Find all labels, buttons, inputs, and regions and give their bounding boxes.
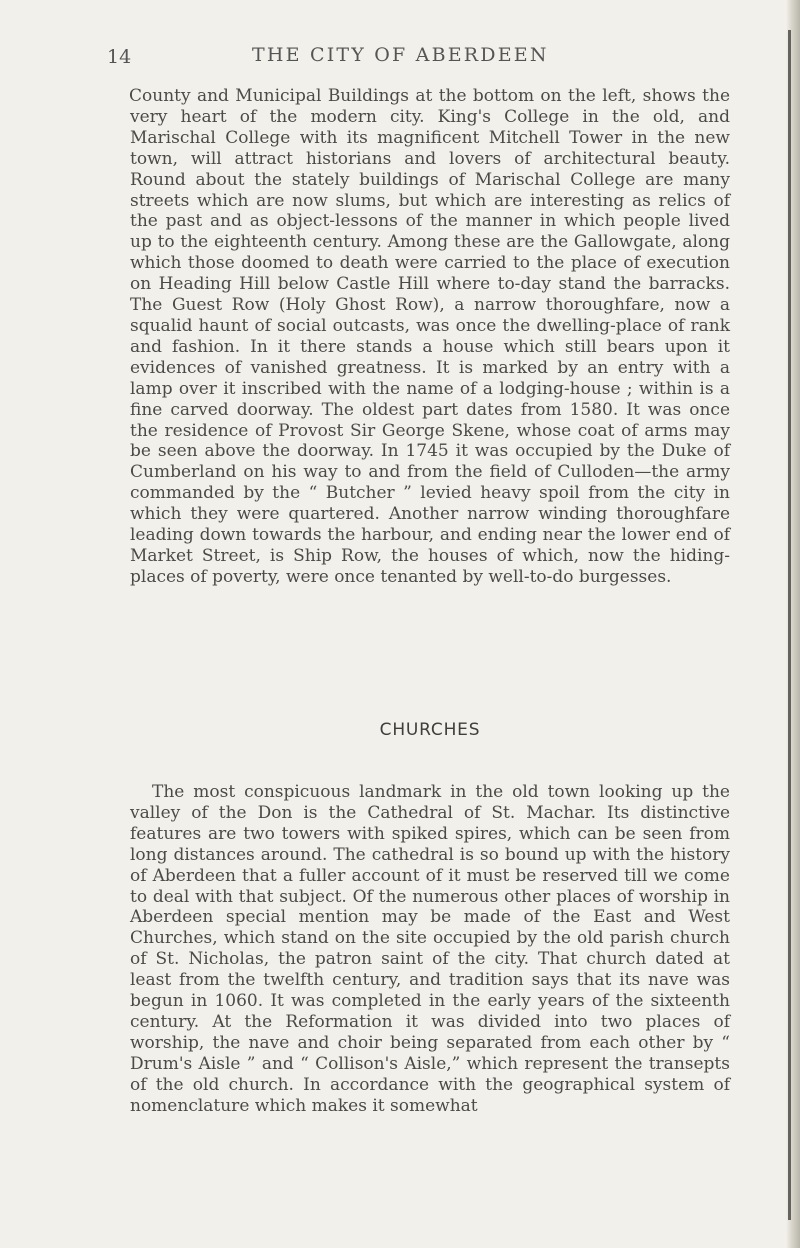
running-head: THE CITY OF ABERDEEN: [252, 44, 549, 66]
body-paragraph-2: The most conspicuous landmark in the old town looking up the valley of the Don is the Cathedral of St. Machar. Its distinctive features are two towers with spiked spires, which can be seen from long distances around. The cathedral is so bound up with the history of Aberdeen that a fuller account of it must be reserved till we come to deal with that subject. Of the numerous other places of worship in Aberdeen special mention may be made of the East and West Churches, which stand on the site occupied by the old parish church of St. Nicholas, the patron saint of the city. That church dated at least from the twelfth century, and tradition says that its nave was begun in 1060. It was completed in the early years of the sixteenth century. At the Reformation it was divided into two places of worship, the nave and choir being separated from each other by “ Drum's Aisle ” and “ Collison's Aisle,” which represent the transepts of the old church. In accordance with the geographical system of nomenclature which makes it somewhat: [130, 782, 730, 1116]
body-paragraph-1: County and Municipal Buildings at the bottom on the left, shows the very heart of the modern city. King's College in the old, and Marischal College with its magnificent Mitchell Tower in the new town, will attract historians and lovers of architectural beauty. Round about the stately buildings of Marischal College are many streets which are now slums, but which are interesting as relics of the past and as object-lessons of the manner in which people lived up to the eighteenth century. Among these are the Gallowgate, along which those doomed to death were carried to the place of execution on Heading Hill below Castle Hill where to-day stand the barracks. The Guest Row (Holy Ghost Row), a narrow thoroughfare, now a squalid haunt of social outcasts, was once the dwelling-place of rank and fashion. In it there stands a house which still bears upon it evidences of vanished greatness. It is marked by an entry with a lamp over it inscribed with the name of a lodging-house ; within is a fine carved doorway. The oldest part dates from 1580. It was once the residence of Provost Sir George Skene, whose coat of arms may be seen above the doorway. In 1745 it was occupied by the Duke of Cumberland on his way to and from the field of Culloden—the army commanded by the “ Butcher ” levied heavy spoil from the city in which they were quartered. Another narrow winding thoroughfare leading down towards the harbour, and ending near the lower end of Market Street, is Ship Row, the houses of which, now the hiding-places of poverty, were once tenanted by well-to-do burgesses.: [129, 86, 730, 587]
page-number: 14: [107, 46, 132, 68]
section-heading-churches: CHURCHES: [379, 720, 481, 740]
page-gutter-shadow: [788, 30, 791, 1220]
